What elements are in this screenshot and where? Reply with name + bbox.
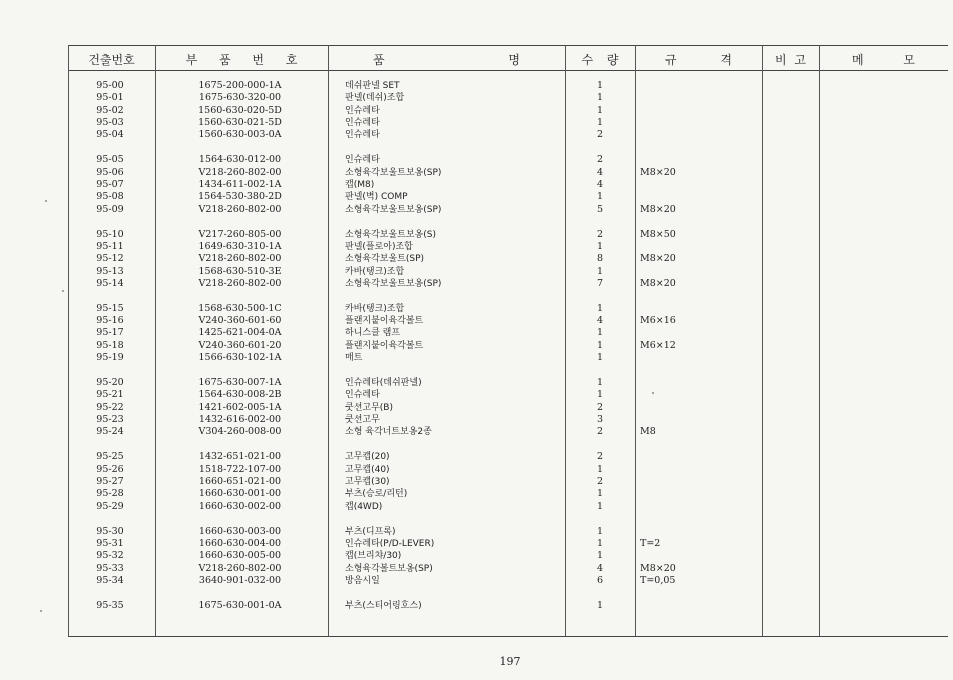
table-row (0, 426, 953, 439)
item-name-cell: 데쉬판넬 SET (345, 81, 400, 91)
part-number-cell: 1649-630-310-1A (198, 240, 282, 252)
part-number-cell: V217-260-805-00 (198, 228, 282, 240)
spec-cell: M8×20 (640, 203, 676, 215)
table-row (0, 204, 953, 217)
spec-cell: M8×20 (640, 253, 676, 265)
part-number-cell: 1564-630-012-00 (198, 154, 282, 166)
quantity-cell: 1 (596, 265, 604, 277)
table-row (0, 179, 953, 192)
item-name-cell: 소형육각보울트보옹(SP) (345, 204, 442, 215)
part-number-cell: V218-260-802-00 (198, 203, 282, 215)
spec-cell: M8×20 (640, 277, 676, 289)
code-cell: 95-27 (96, 475, 124, 487)
part-number-cell: V218-260-802-00 (198, 166, 282, 178)
item-name-cell: 판넬(데쉬)조합 (345, 93, 405, 104)
part-number-cell: 1675-630-007-1A (198, 377, 282, 388)
code-cell: 95-19 (96, 352, 124, 364)
spec-cell: T=2 (640, 537, 661, 549)
part-number-cell: 1566-630-102-1A (198, 352, 282, 364)
part-number-cell: 1432-651-021-00 (198, 451, 282, 463)
code-cell: 95-16 (96, 315, 124, 327)
item-name-cell: 고무캡(30) (345, 476, 390, 487)
part-number-cell: 1518-722-107-00 (198, 463, 282, 475)
quantity-cell: 1 (596, 352, 604, 364)
quantity-cell: 1 (596, 525, 604, 537)
header-item-name: 품 명 (373, 52, 520, 67)
table-row (0, 278, 953, 291)
spec-cell: T=0,05 (640, 574, 676, 586)
item-name-cell: 방음시일 (345, 575, 380, 586)
table-row (0, 80, 953, 93)
code-cell: 95-10 (96, 228, 124, 240)
table-row (0, 451, 953, 464)
part-number-cell: 1660-651-021-00 (198, 475, 282, 487)
part-number-cell: 1425-621-004-0A (198, 327, 282, 339)
quantity-cell: 8 (596, 253, 604, 265)
code-cell: 95-29 (96, 500, 124, 512)
table-row (0, 402, 953, 415)
spec-cell: M8×50 (640, 228, 676, 240)
part-number-cell: 3640-901-032-00 (198, 574, 282, 586)
code-cell: 95-17 (96, 327, 124, 339)
quantity-cell: 4 (596, 562, 604, 574)
table-row (0, 352, 953, 365)
quantity-cell: 1 (596, 537, 604, 549)
header-memo: 메 모 (852, 52, 915, 67)
code-cell: 95-05 (96, 154, 124, 166)
part-number-cell: 1421-602-005-1A (198, 401, 282, 413)
code-cell: 95-22 (96, 401, 124, 413)
scan-speck (652, 392, 654, 394)
code-cell: 95-33 (96, 562, 124, 574)
table-row (0, 241, 953, 254)
quantity-cell: 1 (596, 463, 604, 475)
quantity-cell: 1 (596, 191, 604, 203)
quantity-cell: 1 (596, 550, 604, 562)
table-row (0, 526, 953, 539)
item-name-cell: 소형 육각너트보옹2종 (345, 427, 432, 438)
part-number-cell: 1564-530-380-2D (198, 191, 282, 203)
item-name-cell: 부츠(승로/리턴) (345, 489, 408, 500)
header-part-number: 부 품 번 호 (185, 52, 298, 67)
quantity-cell: 1 (596, 104, 604, 116)
part-number-cell: 1675-630-320-00 (198, 92, 282, 104)
part-number-cell: 1660-630-001-00 (198, 488, 282, 500)
quantity-cell: 1 (596, 117, 604, 128)
code-cell: 95-25 (96, 451, 124, 463)
table-row (0, 563, 953, 576)
table-row (0, 414, 953, 427)
quantity-cell: 1 (596, 389, 604, 401)
part-number-cell: 1432-616-002-00 (198, 414, 282, 426)
item-name-cell: 카바(탱크)조합 (345, 266, 405, 277)
item-name-cell: 인슈레타 (345, 118, 380, 128)
item-name-cell: 고무캡(20) (345, 452, 390, 463)
code-cell: 95-11 (96, 240, 124, 252)
table-row (0, 129, 953, 142)
table-row (0, 167, 953, 180)
quantity-cell: 2 (596, 401, 604, 413)
quantity-cell: 6 (596, 574, 604, 586)
item-name-cell: 부츠(디프록) (345, 526, 396, 537)
quantity-cell: 2 (596, 426, 604, 438)
quantity-cell: 7 (596, 277, 604, 289)
part-number-cell: 1660-630-004-00 (198, 537, 282, 549)
item-name-cell: 플랜지붙이육각볼트 (345, 340, 424, 351)
item-name-cell: 소형육각보울트보옹(SP) (345, 167, 442, 178)
item-name-cell: 소형육각볼트보옹(SP) (345, 563, 433, 574)
item-name-cell: 인슈레타(P/D-LEVER) (345, 538, 435, 549)
quantity-cell: 1 (596, 599, 604, 611)
code-cell: 95-14 (96, 277, 124, 289)
item-name-cell: 부츠(스티어링호스) (345, 600, 422, 611)
code-cell: 95-12 (96, 253, 124, 265)
table-row (0, 266, 953, 279)
table-row (0, 464, 953, 477)
code-cell: 95-15 (96, 302, 124, 314)
code-cell: 95-24 (96, 426, 124, 438)
table-row (0, 389, 953, 402)
table-row (0, 191, 953, 204)
table-row (0, 501, 953, 514)
quantity-cell: 5 (596, 203, 604, 215)
code-cell: 95-23 (96, 414, 124, 426)
part-number-cell: V218-260-802-00 (198, 562, 282, 574)
item-name-cell: 캡(4WD) (345, 501, 383, 512)
table-row (0, 600, 953, 613)
item-name-cell: 인슈레타 (345, 130, 380, 141)
top-rule (68, 45, 948, 46)
quantity-cell: 1 (596, 80, 604, 91)
item-name-cell: 하니스클 램프 (345, 328, 401, 339)
table-row (0, 575, 953, 588)
item-name-cell: 플랜지붙이육각볼트 (345, 316, 424, 327)
item-name-cell: 쿳션고무 (345, 415, 380, 426)
spec-cell: M8 (640, 426, 656, 438)
spec-cell: M8×20 (640, 562, 676, 574)
item-name-cell: 쿳션고무(B) (345, 402, 393, 413)
quantity-cell: 2 (596, 475, 604, 487)
table-row (0, 550, 953, 563)
header-remarks: 비 고 (775, 52, 806, 67)
quantity-cell: 1 (596, 92, 604, 104)
code-cell: 95-26 (96, 463, 124, 475)
table-row (0, 105, 953, 118)
item-name-cell: 소형육각보울트(SP) (345, 254, 425, 265)
item-name-cell: 소형육각보울트보옹(S) (345, 229, 436, 240)
item-name-cell: 판넬(플로아)조합 (345, 241, 413, 252)
code-cell: 95-28 (96, 488, 124, 500)
code-cell: 95-18 (96, 339, 124, 351)
code-cell: 95-04 (96, 129, 124, 141)
part-number-cell: 1568-630-510-3E (198, 265, 282, 277)
code-cell: 95-07 (96, 178, 124, 190)
page-number: 197 (499, 655, 521, 668)
code-cell: 95-34 (96, 574, 124, 586)
scan-speck (40, 610, 42, 612)
header-code: 건출번호 (88, 52, 135, 67)
code-cell: 95-13 (96, 265, 124, 277)
quantity-cell: 4 (596, 166, 604, 178)
item-name-cell: 캡(브리챠/30) (345, 551, 402, 562)
quantity-cell: 2 (596, 451, 604, 463)
code-cell: 95-21 (96, 389, 124, 401)
quantity-cell: 4 (596, 178, 604, 190)
item-name-cell: 캡(M8) (345, 179, 375, 190)
table-row (0, 315, 953, 328)
header-quantity: 수 량 (581, 52, 619, 67)
item-name-cell: 매트 (345, 353, 363, 364)
part-number-cell: 1675-200-000-1A (198, 80, 282, 91)
quantity-cell: 1 (596, 327, 604, 339)
table-row (0, 538, 953, 551)
code-cell: 95-01 (96, 92, 124, 104)
item-name-cell: 판넬(벽) COMP (345, 192, 408, 203)
code-cell: 95-31 (96, 537, 124, 549)
quantity-cell: 3 (596, 414, 604, 426)
quantity-cell: 1 (596, 500, 604, 512)
spec-cell: M6×12 (640, 339, 676, 351)
part-number-cell: 1560-630-003-0A (198, 129, 282, 141)
item-name-cell: 소형육각보울트보옹(SP) (345, 278, 442, 289)
item-name-cell: 고무캡(40) (345, 464, 390, 475)
code-cell: 95-08 (96, 191, 124, 203)
quantity-cell: 2 (596, 228, 604, 240)
part-number-cell: 1660-630-005-00 (198, 550, 282, 562)
table-row (0, 340, 953, 353)
code-cell: 95-20 (96, 377, 124, 388)
header-specification: 규 격 (665, 52, 732, 67)
table-row (0, 377, 953, 390)
scan-speck (45, 200, 47, 202)
code-cell: 95-09 (96, 203, 124, 215)
part-number-cell: V240-360-601-60 (198, 315, 282, 327)
item-name-cell: 인슈레타(데쉬판넬) (345, 378, 422, 388)
item-name-cell: 인슈레타 (345, 105, 380, 116)
table-row (0, 327, 953, 340)
table-row (0, 229, 953, 242)
table-row (0, 303, 953, 316)
scan-speck (62, 290, 64, 292)
header-rule (68, 70, 948, 71)
table-row (0, 117, 953, 130)
part-number-cell: V218-260-802-00 (198, 253, 282, 265)
table-row (0, 488, 953, 501)
code-cell: 95-00 (96, 80, 124, 91)
spec-cell: M8×20 (640, 166, 676, 178)
code-cell: 95-32 (96, 550, 124, 562)
part-number-cell: 1560-630-021-5D (198, 117, 282, 128)
part-number-cell: V218-260-802-00 (198, 277, 282, 289)
part-number-cell: 1564-630-008-2B (198, 389, 282, 401)
part-number-cell: V240-360-601-20 (198, 339, 282, 351)
quantity-cell: 1 (596, 240, 604, 252)
quantity-cell: 2 (596, 129, 604, 141)
table-row (0, 476, 953, 489)
table-row (0, 92, 953, 105)
item-name-cell: 카바(탱크)조합 (345, 303, 405, 314)
quantity-cell: 4 (596, 315, 604, 327)
quantity-cell: 1 (596, 377, 604, 388)
quantity-cell: 1 (596, 339, 604, 351)
code-cell: 95-30 (96, 525, 124, 537)
part-number-cell: 1434-611-002-1A (198, 178, 282, 190)
quantity-cell: 2 (596, 154, 604, 166)
part-number-cell: V304-260-008-00 (198, 426, 282, 438)
code-cell: 95-02 (96, 104, 124, 116)
bottom-rule (68, 636, 948, 637)
item-name-cell: 인슈레타 (345, 390, 380, 401)
part-number-cell: 1660-630-002-00 (198, 500, 282, 512)
quantity-cell: 1 (596, 302, 604, 314)
part-number-cell: 1560-630-020-5D (198, 104, 282, 116)
code-cell: 95-06 (96, 166, 124, 178)
code-cell: 95-35 (96, 599, 124, 611)
spec-cell: M6×16 (640, 315, 676, 327)
table-row (0, 253, 953, 266)
part-number-cell: 1660-630-003-00 (198, 525, 282, 537)
item-name-cell: 인슈레타 (345, 155, 380, 166)
part-number-cell: 1568-630-500-1C (198, 302, 282, 314)
table-row (0, 154, 953, 167)
part-number-cell: 1675-630-001-0A (198, 599, 282, 611)
quantity-cell: 1 (596, 488, 604, 500)
code-cell: 95-03 (96, 117, 124, 128)
